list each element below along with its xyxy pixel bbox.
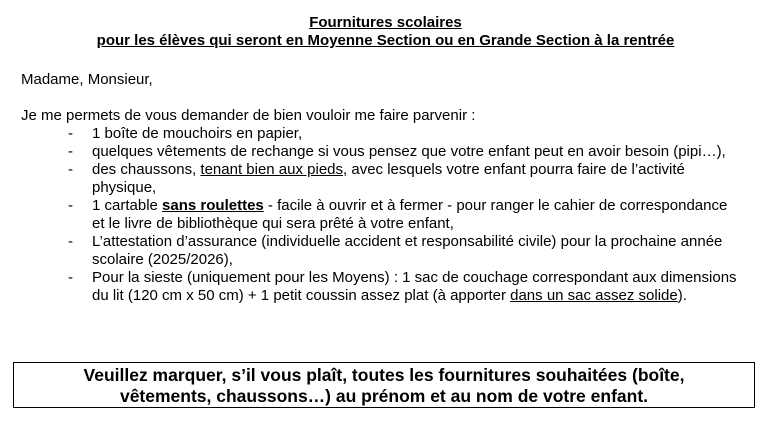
item-text: 1 cartable [92, 197, 163, 214]
item-text: avec lesquels votre enfant pourra faire de l’activité physique, [92, 161, 685, 196]
list-item [0, 233, 740, 269]
intro-text: Je me permets de vous demander de bien vouloir me faire parvenir : [21, 107, 476, 124]
list-dash: - [68, 161, 73, 178]
list-dash: - [68, 125, 73, 142]
list-dash: - [68, 269, 73, 286]
item-emphasis: dans un sac assez solide [510, 287, 678, 304]
item-text: L’attestation d’assurance (individuelle accident et responsabilité civile) pour la prochaine année scolaire (2025/2026), [92, 233, 723, 268]
item-text: Pour la sieste (uniquement pour les Moyens) : 1 sac de couchage correspondant aux dimensions du lit (120 cm x 50 cm) + 1 petit coussin assez plat (à apporter [92, 269, 737, 304]
title-line-1: Fournitures scolaires [309, 14, 462, 31]
list-item [0, 125, 740, 143]
document-title [0, 14, 771, 50]
list-item [0, 269, 740, 305]
supplies-list [0, 125, 740, 305]
item-text: des chaussons, [92, 161, 201, 178]
notice-box [13, 362, 755, 408]
item-text: ). [677, 287, 687, 304]
list-dash: - [68, 233, 73, 250]
list-dash: - [68, 197, 73, 214]
list-item [0, 197, 740, 233]
notice-line-2: vêtements, chaussons…) au prénom et au nom de votre enfant. [119, 386, 649, 406]
title-line-2: pour les élèves qui seront en Moyenne Section ou en Grande Section à la rentrée [96, 32, 675, 49]
greeting: Madame, Monsieur, [21, 71, 153, 88]
item-text: 1 boîte de mouchoirs en papier, [92, 125, 303, 142]
item-text: quelques vêtements de rechange si vous pensez que votre enfant peut en avoir besoin (pipi…), [92, 143, 726, 160]
item-text: - facile à ouvrir et à fermer - pour ranger le cahier de correspondance et le livre de bibliothèque qui sera prêté à votre enfant, [92, 197, 728, 232]
list-item [0, 143, 740, 161]
item-emphasis: tenant bien aux pieds, [200, 161, 348, 178]
notice-line-1: Veuillez marquer, s’il vous plaît, toutes les fournitures souhaitées (boîte, [83, 365, 685, 385]
list-dash: - [68, 143, 73, 160]
item-emphasis: sans roulettes [162, 197, 264, 214]
list-item [0, 161, 740, 197]
